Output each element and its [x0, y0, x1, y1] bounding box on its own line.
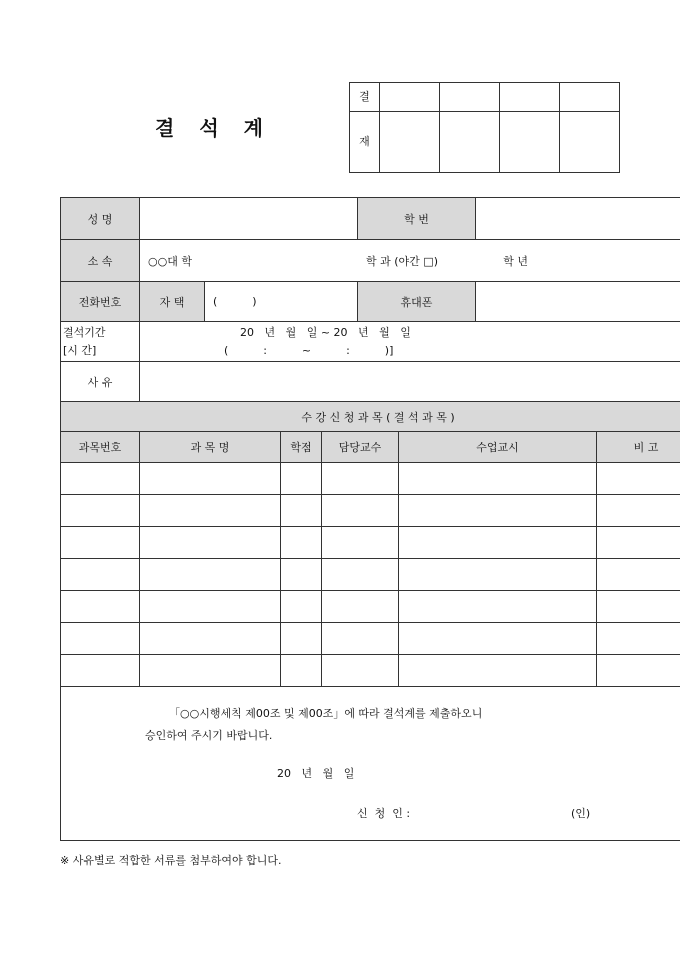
declaration-cell	[61, 687, 680, 841]
course-name-cell[interactable]	[140, 527, 281, 559]
course-number-cell[interactable]	[61, 591, 140, 623]
course-row	[61, 655, 680, 687]
period-label: 결석기간	[63, 325, 106, 339]
credits-cell[interactable]	[281, 623, 322, 655]
course-row	[61, 463, 680, 495]
professor-cell[interactable]	[322, 527, 399, 559]
course-number-cell[interactable]	[61, 495, 140, 527]
affiliation-label: 소 속	[61, 240, 140, 282]
course-row	[61, 495, 680, 527]
professor-cell[interactable]	[322, 591, 399, 623]
approval-sign-header-2	[440, 83, 500, 112]
professor-cell[interactable]	[322, 559, 399, 591]
professor-header: 담당교수	[322, 432, 399, 463]
class-period-cell[interactable]	[399, 463, 597, 495]
course-number-cell[interactable]	[61, 655, 140, 687]
approval-box	[349, 82, 620, 173]
course-number-cell[interactable]	[61, 527, 140, 559]
course-name-cell[interactable]	[140, 591, 281, 623]
course-name-cell[interactable]	[140, 623, 281, 655]
class-period-cell[interactable]	[399, 623, 597, 655]
seal-label: (인)	[571, 807, 591, 820]
student-id-field[interactable]	[476, 198, 680, 240]
period-time-line: ( : ~ : )]	[224, 343, 394, 357]
course-number-cell[interactable]	[61, 463, 140, 495]
declaration-line-2: 승인하여 주시기 바랍니다.	[145, 729, 273, 742]
course-number-cell[interactable]	[61, 623, 140, 655]
class-period-cell[interactable]	[399, 591, 597, 623]
course-number-cell[interactable]	[61, 559, 140, 591]
course-name-cell[interactable]	[140, 655, 281, 687]
approval-sign-header-4	[560, 83, 620, 112]
name-label: 성 명	[61, 198, 140, 240]
class-period-cell[interactable]	[399, 559, 597, 591]
applicant-label: 신 청 인 :	[357, 807, 411, 820]
period-label-cell	[61, 322, 140, 362]
course-row	[61, 623, 680, 655]
phone-label: 전화번호	[61, 282, 140, 322]
class-period-cell[interactable]	[399, 527, 597, 559]
reason-field[interactable]	[140, 362, 680, 402]
mobile-field[interactable]	[476, 282, 680, 322]
reason-label: 사 유	[61, 362, 140, 402]
class-period-cell[interactable]	[399, 495, 597, 527]
course-row	[61, 591, 680, 623]
course-name-cell[interactable]	[140, 463, 281, 495]
credits-cell[interactable]	[281, 527, 322, 559]
period-date-line: 20 년 월 일 ~ 20 년 월 일	[240, 325, 411, 339]
credits-header: 학점	[281, 432, 322, 463]
home-label: 자 택	[140, 282, 205, 322]
credits-cell[interactable]	[281, 559, 322, 591]
professor-cell[interactable]	[322, 655, 399, 687]
course-name-cell[interactable]	[140, 495, 281, 527]
remarks-header: 비 고	[597, 432, 680, 463]
footnote: ※ 사유별로 적합한 서류를 첨부하여야 합니다.	[60, 854, 282, 867]
approval-label-bottom: 재	[350, 112, 380, 173]
approval-sign-box-3[interactable]	[500, 112, 560, 173]
approval-sign-header-1	[380, 83, 440, 112]
remarks-cell[interactable]	[597, 495, 680, 527]
period-field[interactable]	[140, 322, 680, 362]
course-name-cell[interactable]	[140, 559, 281, 591]
approval-sign-header-3	[500, 83, 560, 112]
remarks-cell[interactable]	[597, 527, 680, 559]
time-label: [시 간]	[63, 343, 97, 357]
remarks-cell[interactable]	[597, 559, 680, 591]
document-title: 결 석 계	[155, 116, 265, 140]
course-row	[61, 527, 680, 559]
approval-sign-box-1[interactable]	[380, 112, 440, 173]
credits-cell[interactable]	[281, 495, 322, 527]
affiliation-field[interactable]	[140, 240, 680, 282]
approval-sign-box-2[interactable]	[440, 112, 500, 173]
affiliation-dept: 학 과 (야간 □)	[366, 254, 438, 268]
professor-cell[interactable]	[322, 623, 399, 655]
affiliation-university: ○○대 학	[148, 254, 192, 268]
home-phone-field[interactable]: ( )	[205, 282, 358, 322]
declaration-line-1: 「○○시행세칙 제00조 및 제00조」에 따라 결석계를 제출하오니	[169, 707, 483, 720]
approval-sign-box-4[interactable]	[560, 112, 620, 173]
course-name-header: 과 목 명	[140, 432, 281, 463]
affiliation-grade: 학 년	[503, 254, 528, 268]
class-period-cell[interactable]	[399, 655, 597, 687]
course-number-header: 과목번호	[61, 432, 140, 463]
credits-cell[interactable]	[281, 591, 322, 623]
courses-section-title: 수 강 신 청 과 목 ( 결 석 과 목 )	[61, 402, 680, 432]
name-field[interactable]	[140, 198, 358, 240]
professor-cell[interactable]	[322, 463, 399, 495]
remarks-cell[interactable]	[597, 463, 680, 495]
remarks-cell[interactable]	[597, 655, 680, 687]
credits-cell[interactable]	[281, 463, 322, 495]
student-id-label: 학 번	[358, 198, 476, 240]
remarks-cell[interactable]	[597, 623, 680, 655]
declaration-date: 20 년 월 일	[277, 767, 355, 780]
remarks-cell[interactable]	[597, 591, 680, 623]
course-row	[61, 559, 680, 591]
professor-cell[interactable]	[322, 495, 399, 527]
mobile-label: 휴대폰	[358, 282, 476, 322]
credits-cell[interactable]	[281, 655, 322, 687]
approval-label-top: 결	[350, 83, 380, 112]
absence-form-table	[60, 197, 680, 841]
class-period-header: 수업교시	[399, 432, 597, 463]
